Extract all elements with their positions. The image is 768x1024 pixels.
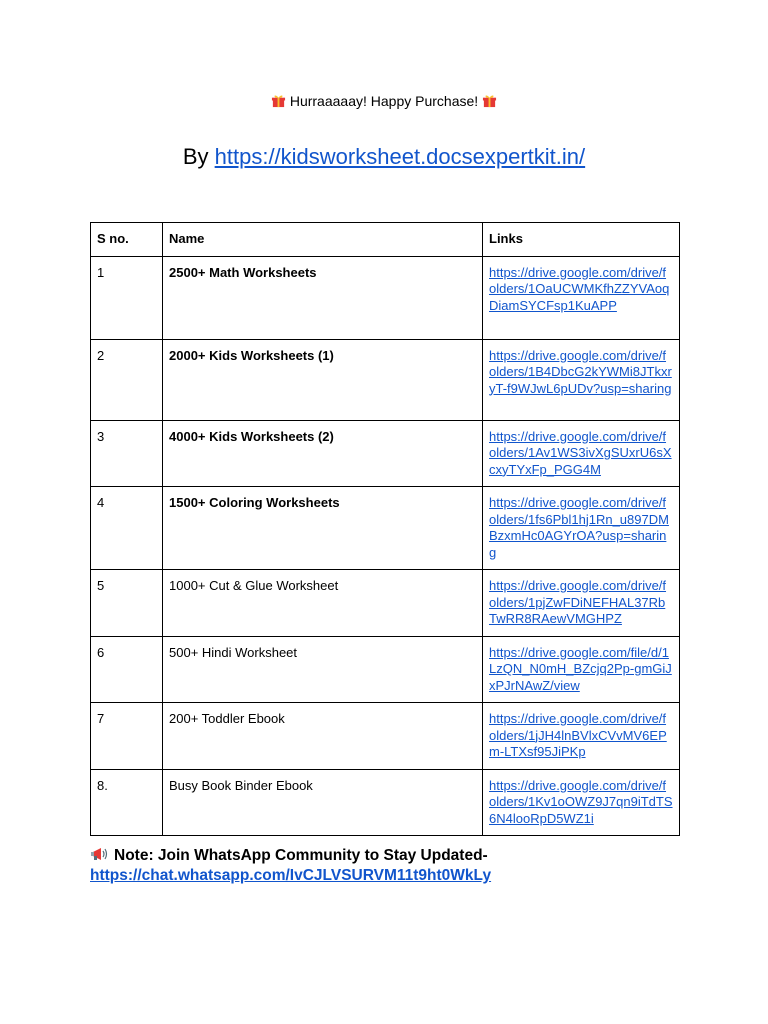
cell-name: 2000+ Kids Worksheets (1) [163,339,483,420]
header-name: Name [163,223,483,257]
cell-link [483,703,680,770]
table-row [91,636,680,703]
table-row [91,769,680,836]
gift-icon [271,93,286,108]
drive-link[interactable]: https://drive.google.com/drive/folders/1fs6Pbl1hj1Rn_u897DMBzxmHc0AGYrOA?usp=sharing [489,495,669,560]
table-row [91,703,680,770]
drive-link[interactable]: https://drive.google.com/drive/folders/1B4DbcG2kYWMi8JTkxryT-f9WJwL6pUDv?usp=sharing [489,347,672,396]
header-links: Links [483,223,680,257]
worksheet-table [90,222,680,836]
cell-link [483,420,680,487]
cell-name: 500+ Hindi Worksheet [163,636,483,703]
whatsapp-note [90,846,690,886]
table-header-row [91,223,680,257]
cell-name: 200+ Toddler Ebook [163,703,483,770]
table-row [91,256,680,339]
website-link[interactable]: https://kidsworksheet.docsexpertkit.in/ [214,144,586,169]
cell-sno: 3 [91,420,163,487]
byline-prefix: By [182,144,215,169]
cell-sno: 2 [91,339,163,420]
gift-icon [482,93,497,108]
drive-link[interactable]: https://drive.google.com/drive/folders/1jJH4lnBVlxCVvMV6EPm-LTXsf95JiPKp [489,711,667,759]
table-row [91,570,680,637]
cell-name: 1500+ Coloring Worksheets [163,487,483,570]
cell-sno: 1 [91,256,163,339]
whatsapp-link[interactable]: https://chat.whatsapp.com/IvCJLVSURVM11t9ht0WkLy [90,867,492,884]
cell-sno: 6 [91,636,163,703]
megaphone-icon [90,846,110,862]
cell-link [483,339,680,420]
cell-link [483,636,680,703]
drive-link[interactable]: https://drive.google.com/drive/folders/1Kv1oOWZ9J7qn9iTdTS6N4looRpD5WZ1i [489,777,673,826]
cell-name: 2500+ Math Worksheets [163,256,483,339]
cell-name: 4000+ Kids Worksheets (2) [163,420,483,487]
greeting-line [0,92,768,110]
cell-sno: 4 [91,487,163,570]
cell-link [483,769,680,836]
drive-link[interactable]: https://drive.google.com/file/d/1LzQN_N0mH_BZcjq2Pp-gmGiJxPJrNAwZ/view [489,644,672,693]
cell-name: Busy Book Binder Ebook [163,769,483,836]
drive-link[interactable]: https://drive.google.com/drive/folders/1OaUCWMKfhZZYVAoqDiamSYCFsp1KuAPP [489,264,670,313]
cell-link [483,256,680,339]
table-row [91,339,680,420]
table-row [91,420,680,487]
drive-link[interactable]: https://drive.google.com/drive/folders/1Av1WS3ivXgSUxrU6sXcxyTYxFp_PGG4M [489,428,672,477]
cell-name: 1000+ Cut & Glue Worksheet [163,570,483,637]
cell-link [483,487,680,570]
table-row [91,487,680,570]
note-text: Note: Join WhatsApp Community to Stay Updated- [114,847,488,864]
cell-sno: 8. [91,769,163,836]
cell-link [483,570,680,637]
cell-sno: 5 [91,570,163,637]
drive-link[interactable]: https://drive.google.com/drive/folders/1pjZwFDiNEFHAL37RbTwRR8RAewVMGHPZ [489,578,667,626]
greeting-text: Hurraaaaay! Happy Purchase! [289,93,479,109]
byline [0,143,768,171]
cell-sno: 7 [91,703,163,770]
header-sno: S no. [91,223,163,257]
